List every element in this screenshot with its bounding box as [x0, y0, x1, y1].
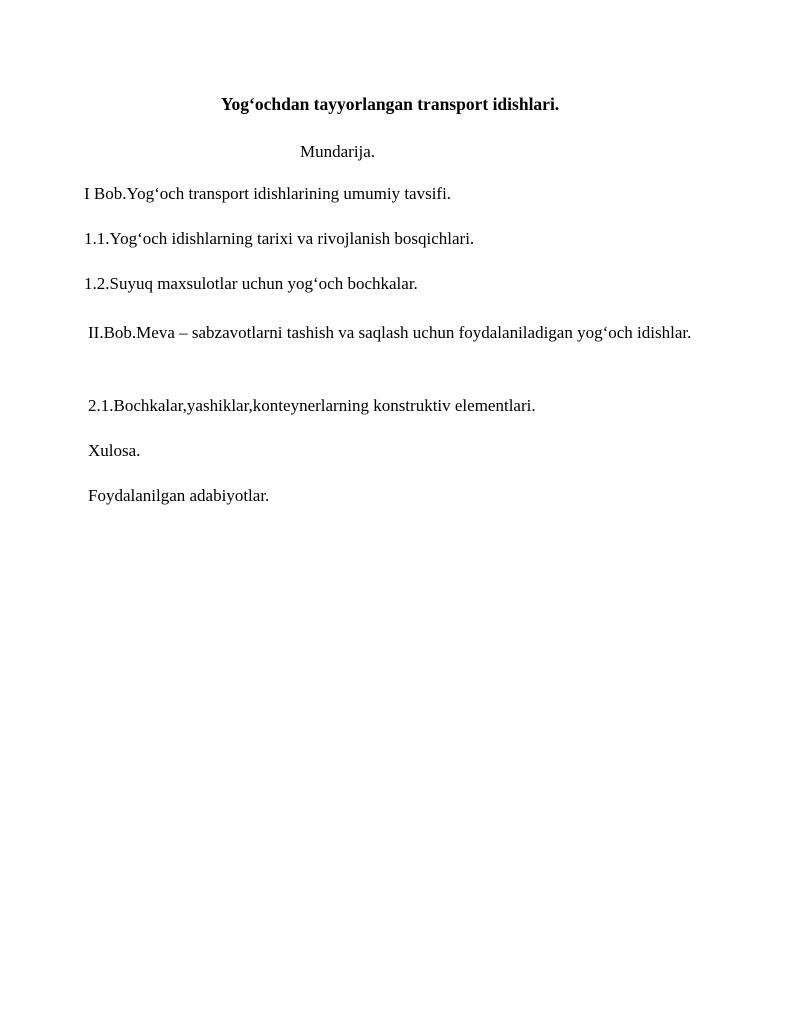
- toc-item-chapter-1: I Bob.Yog‘och transport idishlarining umumiy tavsifi.: [84, 184, 452, 203]
- toc-item-conclusion: Xulosa.: [88, 441, 141, 460]
- toc-item-section-1-1: 1.1.Yog‘och idishlarning tarixi va rivojlanish bosqichlari.: [84, 229, 475, 248]
- toc-item-section-1-2: 1.2.Suyuq maxsulotlar uchun yog‘och bochkalar.: [84, 274, 418, 293]
- contents-heading: Mundarija.: [300, 142, 376, 161]
- document-title: Yog‘ochdan tayyorlangan transport idishlari.: [220, 94, 560, 114]
- toc-item-chapter-2: II.Bob.Meva – sabzavotlarni tashish va saqlash uchun foydalaniladigan yog‘och idishlar.: [88, 323, 692, 342]
- toc-item-section-2-1: 2.1.Bochkalar,yashiklar,konteynerlarning konstruktiv elementlari.: [88, 396, 536, 415]
- toc-item-references: Foydalanilgan adabiyotlar.: [88, 486, 270, 505]
